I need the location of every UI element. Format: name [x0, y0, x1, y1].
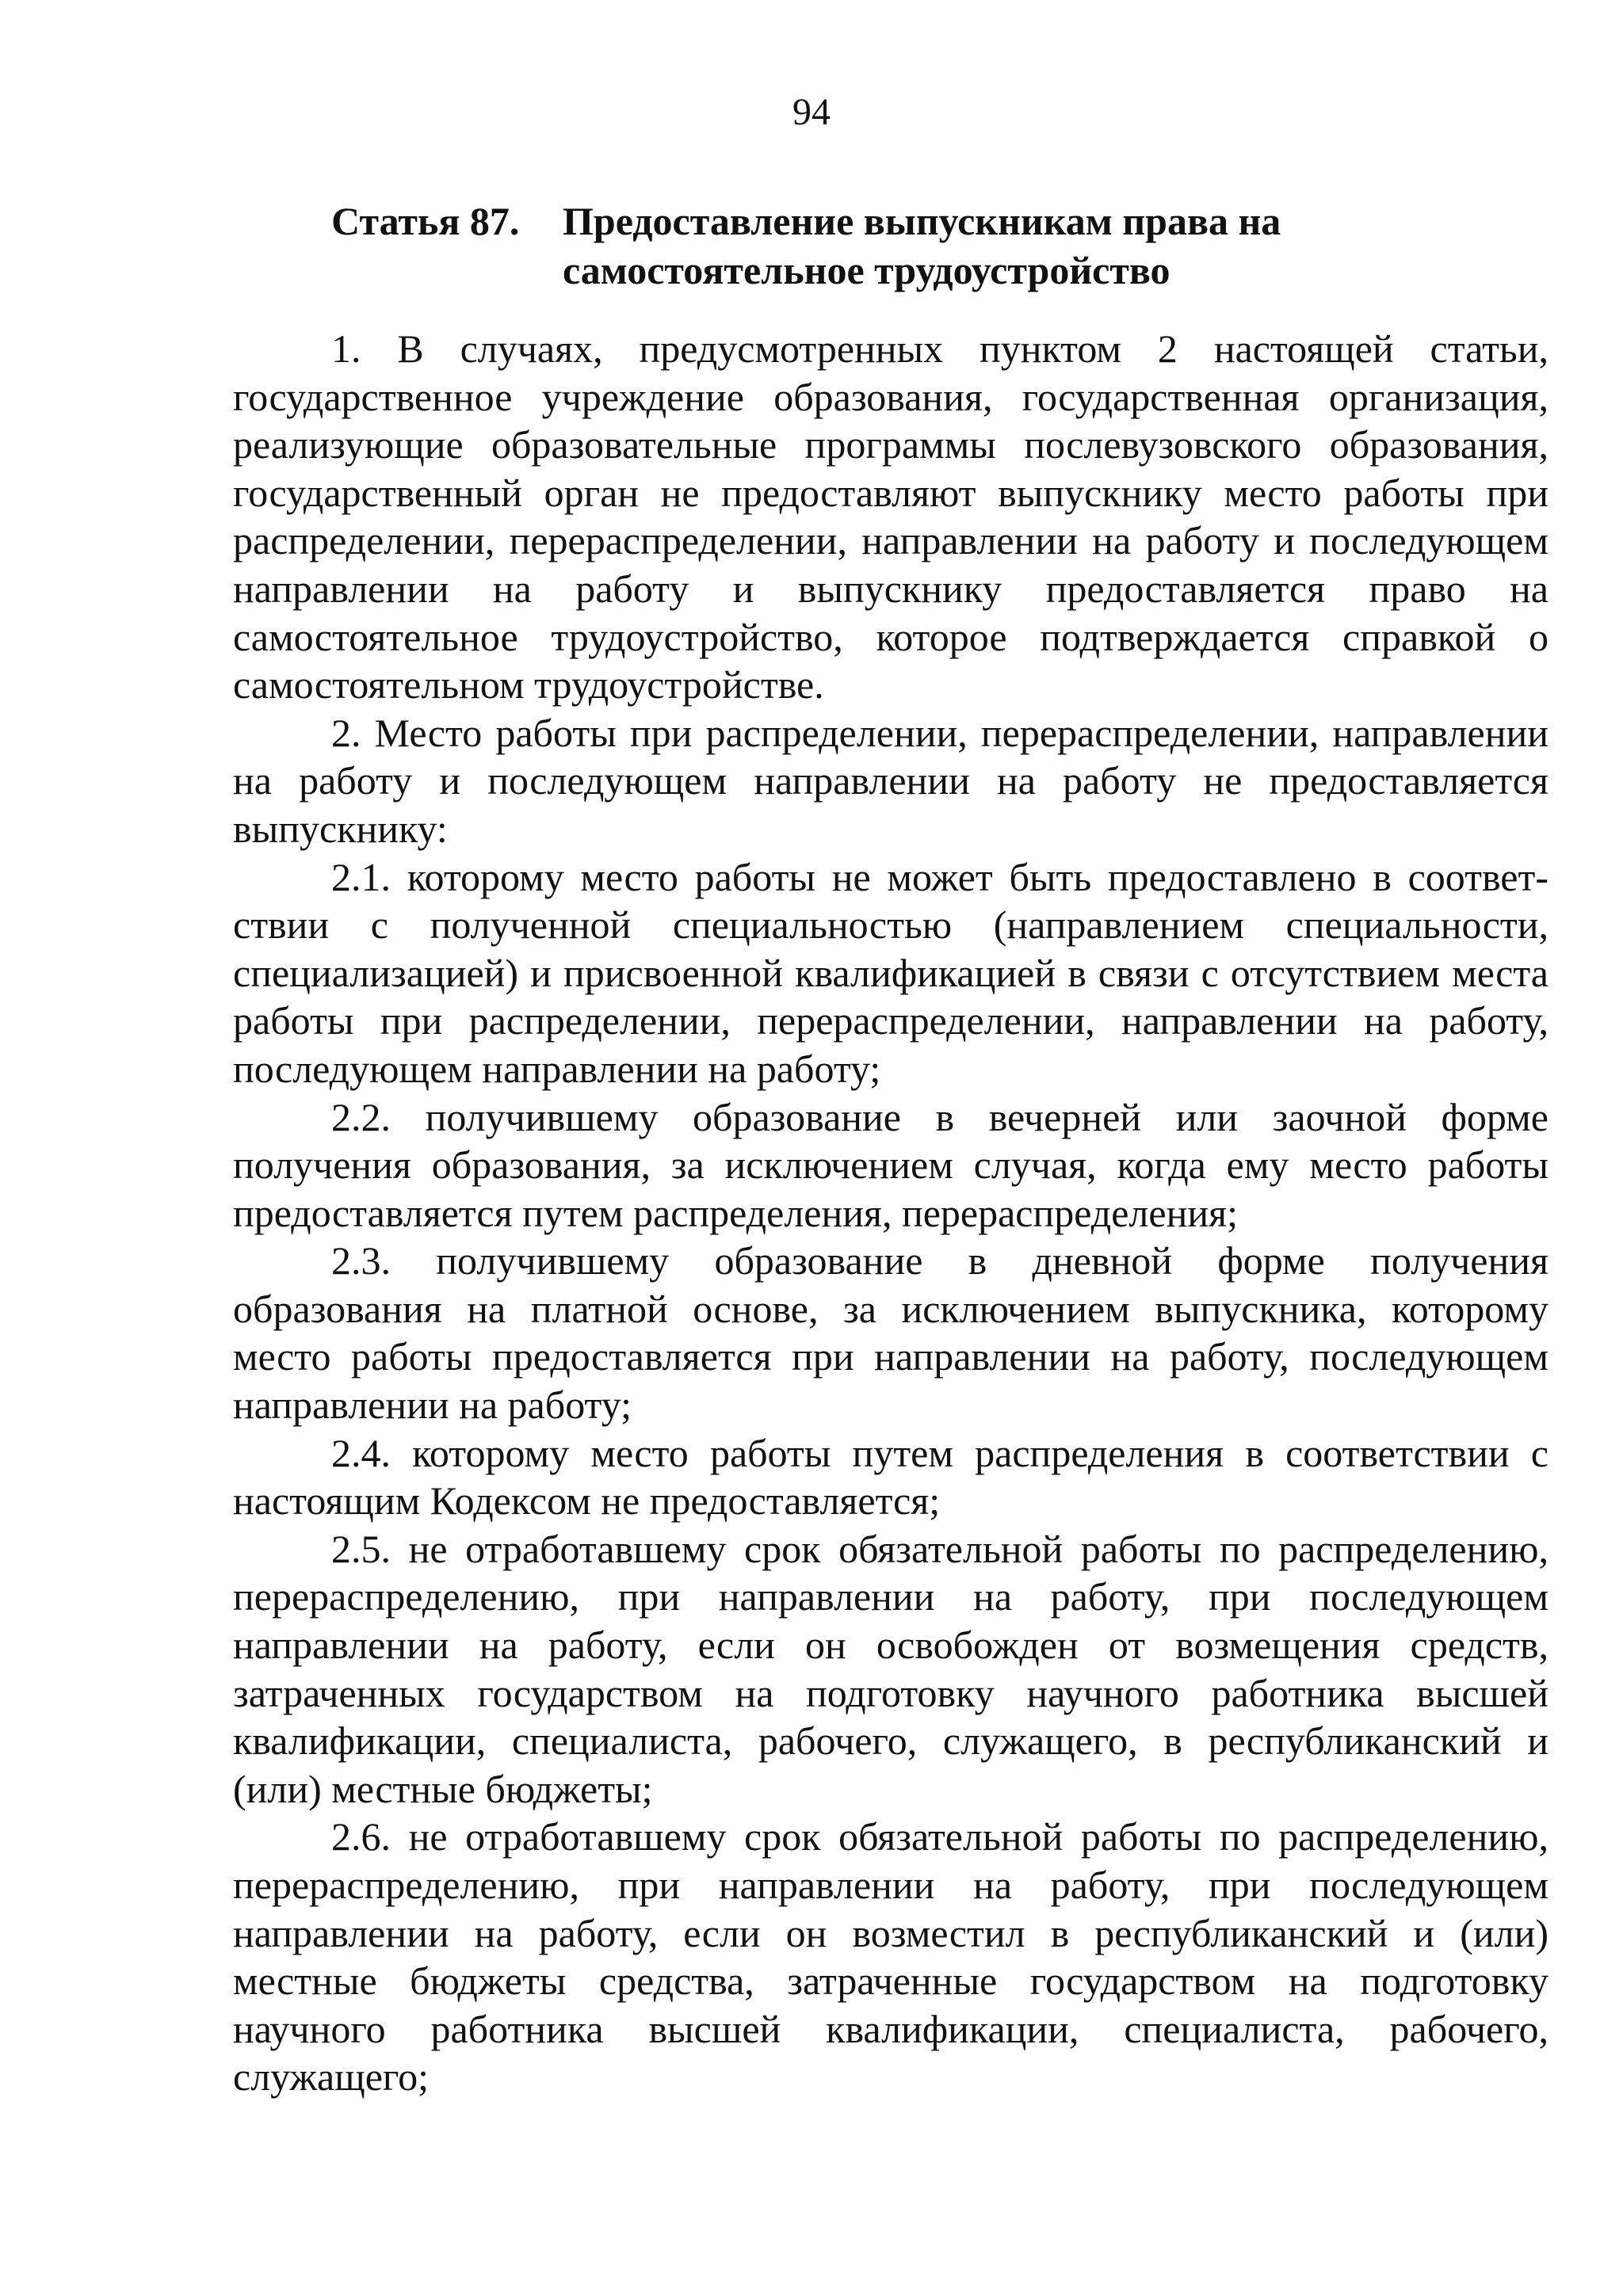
paragraph-2-6: 2.6. не отработавшему срок обязательной работы по распределению, перераспределению, при направлении на работу, при последующем направлении на работу, если он возместил в республиканский и (или) местные бюджеты средства, затраченные государством на подготовку научного работника высшей квалификации, специалиста, рабочего, служащего; — [233, 1814, 1549, 2100]
paragraph-2-5: 2.5. не отработавшему срок обязательной работы по распределению, перераспределению, при направлении на работу, при последующем направлении на работу, если он освобожден от возмещения средств, затраченных государством на подготовку научного работника высшей квалификации, специалиста, рабочего, служащего, в республиканский и (или) местные бюджеты; — [233, 1526, 1549, 1811]
page-number: 94 — [792, 91, 831, 133]
paragraph-1: 1. В случаях, предусмотренных пунктом 2 настоящей статьи, государственное учреждение образования, государственная организация, реализующие образовательные программы послевузовского образования, государственный орган не предоставляют выпускнику место работы при распределении, перераспределении, направлении на работу и последующем направлении на работу и выпускнику предоставляется право на самостоятельное трудоустройство, которое подтверждается справкой о самостоятельном трудоустройстве. — [233, 326, 1549, 707]
paragraph-2-2: 2.2. получившему образование в вечерней или заочной форме получения образования, за исключением случая, когда ему место работы предоставляется путем распределения, перераспределения; — [233, 1094, 1549, 1235]
paragraph-2-4: 2.4. которому место работы путем распределения в соответствии с настоящим Кодексом не предоставляется; — [233, 1430, 1549, 1524]
paragraph-2-3: 2.3. получившему образование в дневной форме получения образования на платной основе, за исключением выпускника, которому место работы предоставляется при направлении на работу, последующем направлении на работу; — [233, 1238, 1549, 1428]
paragraph-2-1: 2.1. которому место работы не может быть предоставлено в соответствии с полученной специальностью (направлением специальности, специализацией) и присвоенной квалификацией в связи с отсутствием места работы при распределении, перераспределении, направлении на работу, последующем направлении на работу; — [233, 854, 1549, 1091]
article-body — [233, 325, 1549, 2101]
article-number: Статья 87. — [331, 199, 520, 243]
article-title: Предоставление выпускникам права на самостоятельное трудоустройство — [563, 199, 1281, 292]
paragraph-2: 2. Место работы при распределении, перераспределении, направлении на работу и последующем направлении на работу не предоставляется выпускнику: — [233, 710, 1549, 851]
